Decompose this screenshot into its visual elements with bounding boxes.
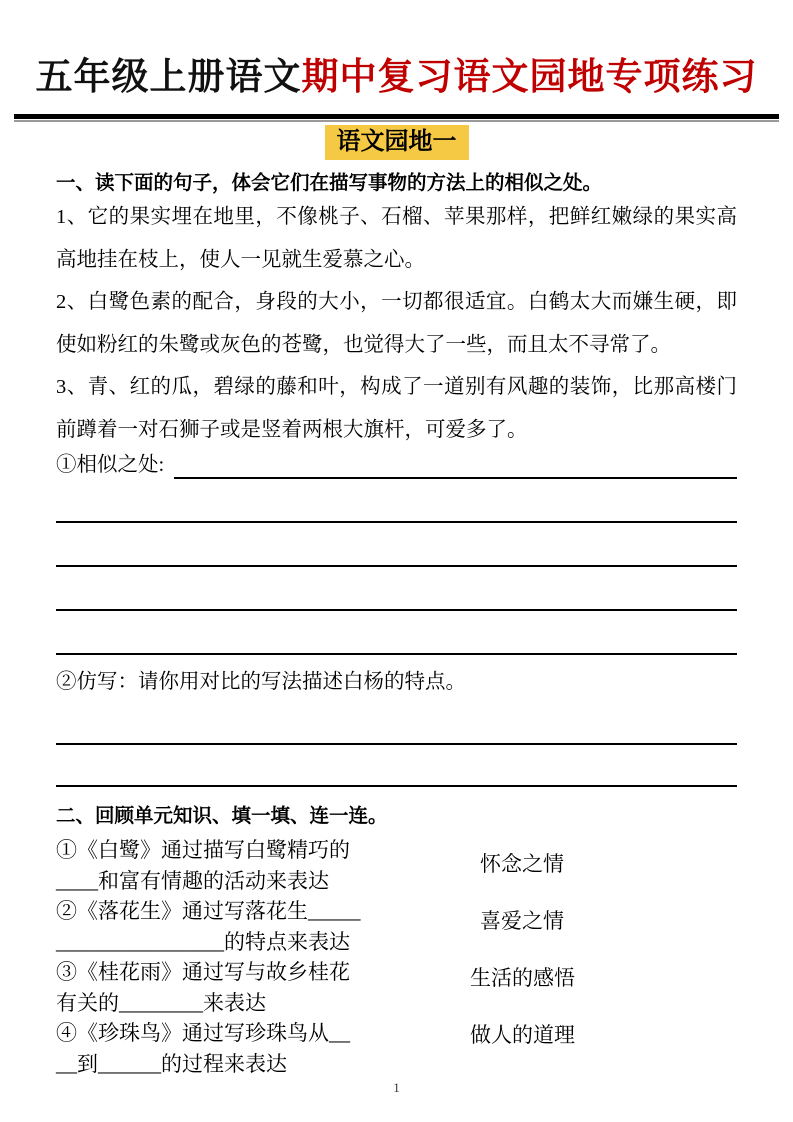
- match-answer-4: 做人的道理: [470, 1023, 575, 1047]
- question1-label: ①相似之处:: [56, 454, 165, 476]
- section1-heading: 一、读下面的句子，体会它们在描写事物的方法上的相似之处。: [56, 172, 603, 194]
- divider-thin-line: [14, 120, 779, 122]
- match-answer-2: 喜爱之情: [480, 909, 564, 933]
- matching-exercise: [56, 835, 737, 1079]
- title-black-part: 五年级上册语文: [35, 57, 302, 98]
- content-area: [56, 170, 737, 1079]
- answer-blank-line: [56, 611, 737, 655]
- page-number: 1: [393, 1080, 400, 1095]
- section1-item-3: 3、青、红的瓜，碧绿的藤和叶，构成了一道别有风趣的装饰，比那高楼门前蹲着一对石狮子或是竖着两根大旗杆，可爱多了。: [56, 376, 737, 441]
- answer-blank-line: [56, 479, 737, 523]
- answer-blank-line: [56, 523, 737, 567]
- section2-heading: 二、回顾单元知识、填一填、连一连。: [56, 805, 388, 827]
- match-item-3-line-1: ③《桂花雨》通过写与故乡桂花: [56, 960, 350, 984]
- match-item-4-line-2: __到______的过程来表达: [56, 1051, 287, 1076]
- page-title: [0, 0, 793, 104]
- match-item-4-line-1: ④《珍珠鸟》通过写珍珠鸟从__: [56, 1021, 350, 1045]
- match-item-1-line-1: ①《白鹭》通过描写白鹭精巧的: [56, 838, 350, 862]
- question2-label: ②仿写：请你用对比的写法描述白杨的特点。: [56, 671, 466, 693]
- match-item-1-line-2: ____和富有情趣的活动来表达: [56, 868, 329, 893]
- divider-thick-line: [14, 114, 779, 119]
- subtitle-highlight: 语文园地一: [325, 125, 469, 160]
- matching-right-column: [458, 835, 737, 1079]
- match-answer-1: 怀念之情: [480, 852, 564, 876]
- match-item-3-line-2: 有关的________来表达: [56, 990, 266, 1015]
- subtitle-row: [0, 125, 793, 160]
- title-divider: [14, 114, 779, 122]
- answer-blank-line: [56, 703, 737, 745]
- matching-left-column: [56, 835, 458, 1079]
- match-item-2-line-1: ②《落花生》通过写落花生_____: [56, 899, 361, 923]
- title-red-part: 期中复习语文园地专项练习: [301, 57, 758, 98]
- question1-row: [56, 451, 737, 479]
- answer-blank-line: [56, 745, 737, 787]
- answer-blank-line: [56, 567, 737, 611]
- section1-item-2: 2、白鹭色素的配合，身段的大小，一切都很适宜。白鹤太大而嫌生硬，即使如粉红的朱鹭或灰色的苍鹭，也觉得大了一些，而且太不寻常了。: [56, 291, 737, 356]
- match-answer-3: 生活的感悟: [470, 966, 575, 990]
- question1-answer-line: [174, 451, 737, 479]
- section1-item-1: 1、它的果实埋在地里，不像桃子、石榴、苹果那样，把鲜红嫩绿的果实高高地挂在枝上，使人一见就生爱慕之心。: [56, 206, 737, 271]
- match-item-2-line-2: ________________的特点来表达: [56, 929, 350, 954]
